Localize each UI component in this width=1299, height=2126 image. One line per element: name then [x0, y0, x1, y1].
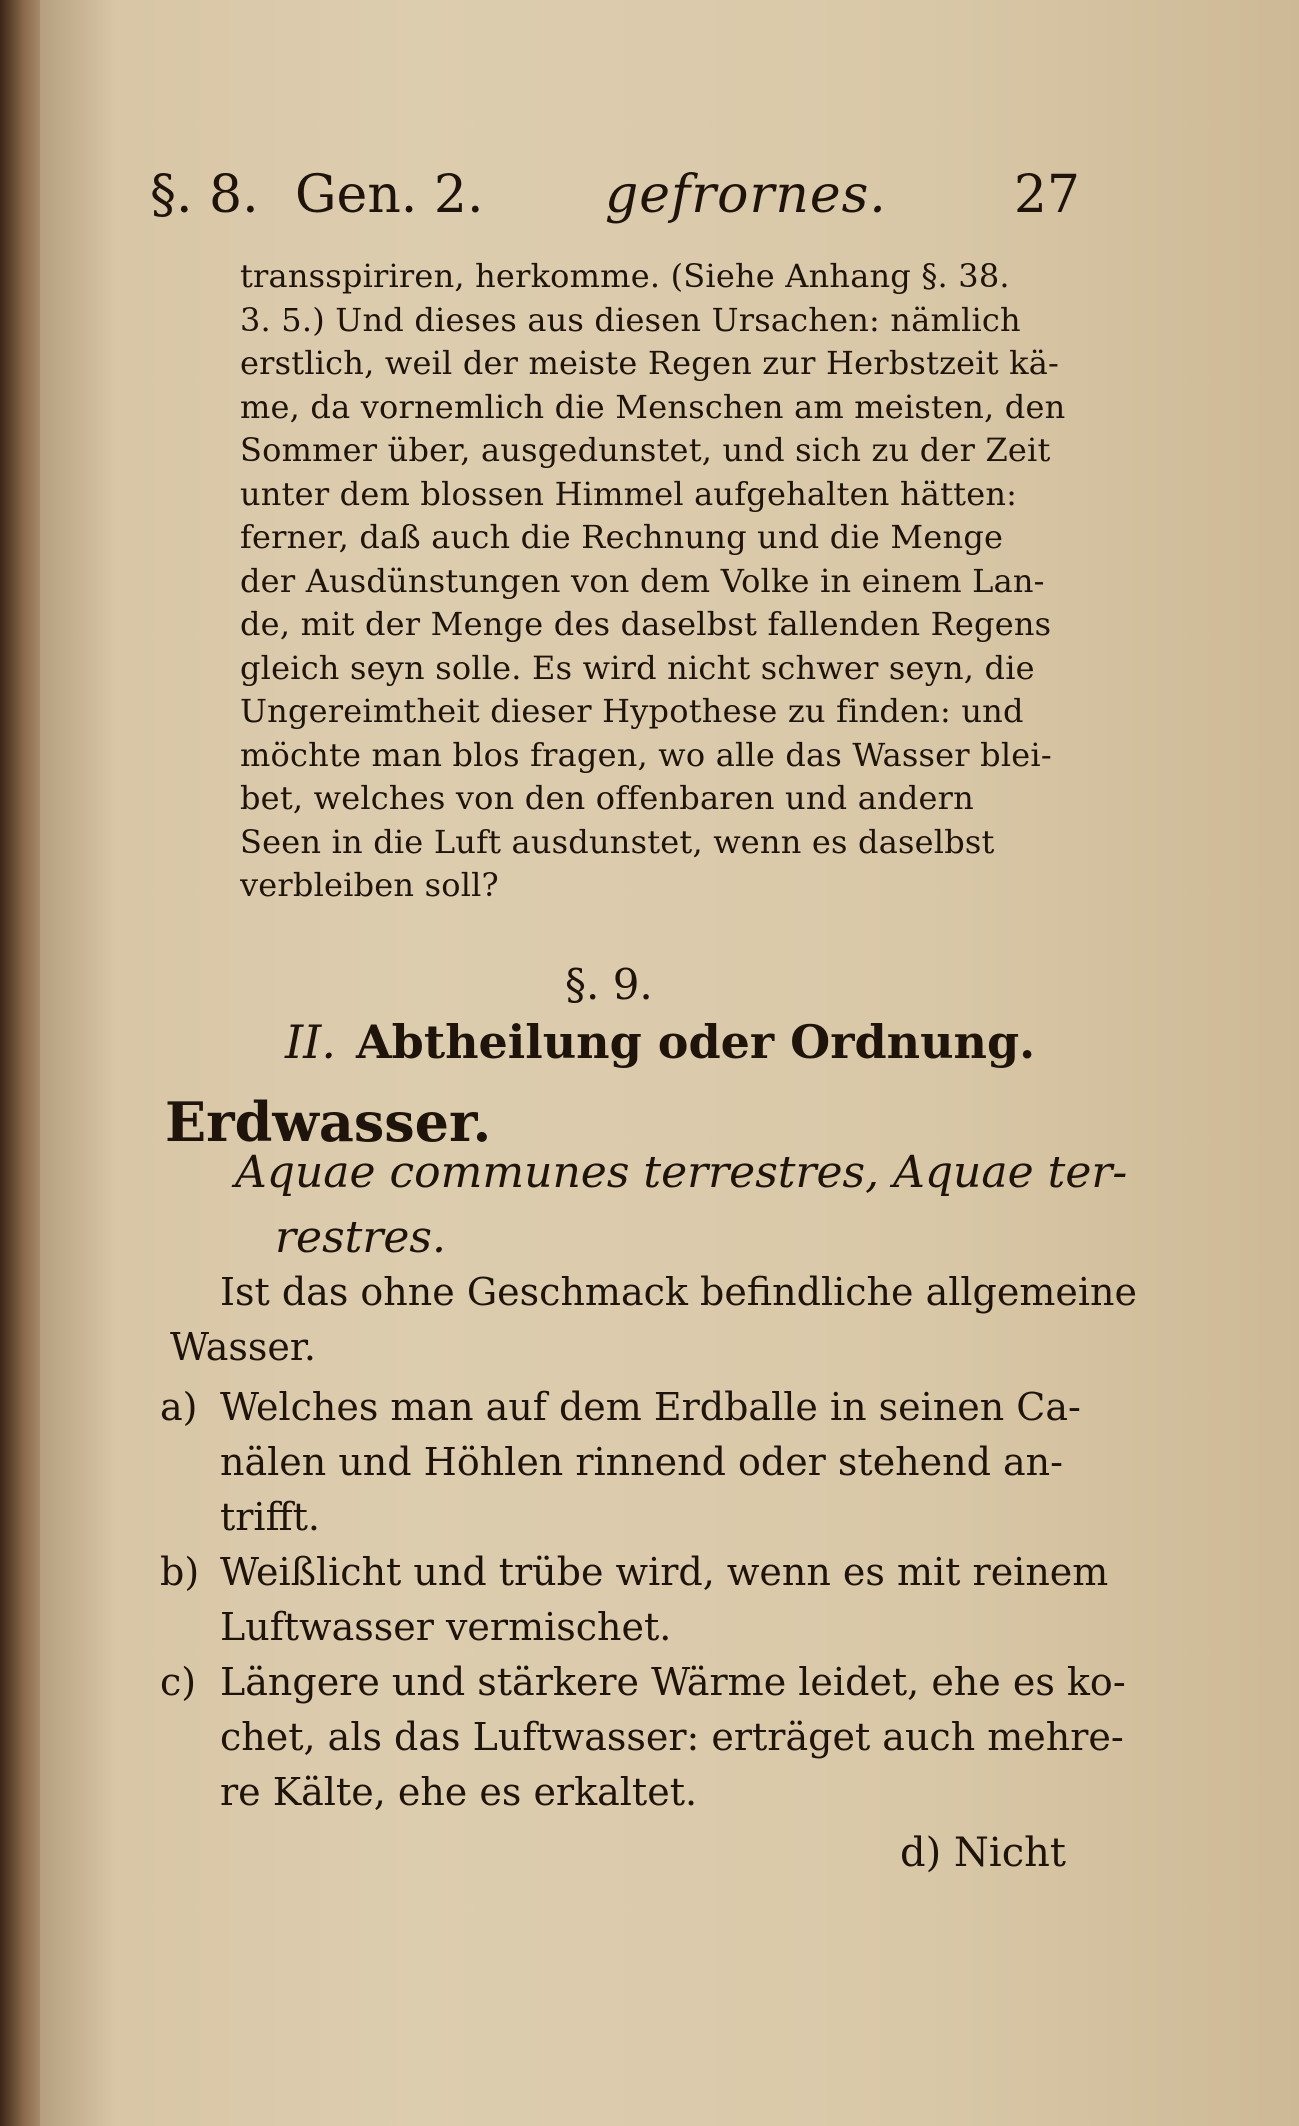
text-line: unter dem blossen Himmel aufgehalten hätten: — [240, 474, 1018, 513]
item-text — [220, 1545, 1108, 1655]
latin-line: restres. — [275, 1212, 446, 1263]
item-text — [220, 1380, 1081, 1545]
text-line: gleich seyn solle. Es wird nicht schwer seyn, die — [240, 648, 1035, 687]
book-page — [40, 0, 1299, 2126]
item-line: Längere und stärkere Wärme leidet, ehe es ko- — [220, 1660, 1126, 1704]
item-label: a) — [160, 1385, 198, 1429]
text-line: möchte man blos fragen, wo alle das Wasser blei- — [240, 735, 1052, 774]
item-line: nälen und Höhlen rinnend oder stehend an- — [220, 1440, 1063, 1484]
catchword: d) Nicht — [900, 1830, 1066, 1876]
item-line: Weißlicht und trübe wird, wenn es mit reinem — [220, 1550, 1109, 1594]
division-numeral: II. — [285, 1015, 336, 1069]
latin-line: Aquae communes terrestres, Aquae ter- — [235, 1147, 1128, 1198]
page-number: 27 — [1013, 165, 1080, 225]
definition-line: Wasser. — [170, 1325, 316, 1369]
text-line: de, mit der Menge des daselbst fallenden Regens — [240, 605, 1052, 643]
text-line: me, da vornemlich die Menschen am meisten, den — [240, 387, 1066, 426]
division-heading — [285, 1015, 1035, 1069]
item-text — [220, 1655, 1126, 1820]
section-9-heading: §. 9. — [565, 960, 653, 1009]
text-line: transspiriren, herkomme. (Siehe Anhang §. 38. — [240, 257, 1010, 295]
item-line: trifft. — [220, 1495, 320, 1539]
header-section: §. 8. — [150, 165, 259, 225]
text-line: Sommer über, ausgedunstet, und sich zu der Zeit — [240, 431, 1051, 469]
running-header — [150, 165, 1080, 235]
definition-line: Ist das ohne Geschmack befindliche allgemeine — [220, 1270, 1137, 1314]
item-label: b) — [160, 1550, 200, 1594]
item-label: c) — [160, 1660, 197, 1704]
item-line: chet, als das Luftwasser: erträget auch mehre- — [220, 1715, 1124, 1759]
definition — [170, 1265, 1137, 1375]
text-line: Ungereimtheit dieser Hypothese zu finden: und — [240, 692, 1024, 730]
paragraph-section-8 — [240, 255, 1080, 908]
text-line: der Ausdünstungen von dem Volke in einem Lan- — [240, 561, 1045, 600]
item-line: Luftwasser vermischet. — [220, 1605, 672, 1649]
text-line: 3. 5.) Und dieses aus diesen Ursachen: nämlich — [240, 300, 1021, 339]
division-title: Abtheilung oder Ordnung. — [355, 1015, 1036, 1069]
header-title: gefrornes. — [605, 165, 887, 225]
text-line: verbleiben soll? — [240, 866, 499, 904]
item-line: Welches man auf dem Erdballe in seinen Ca- — [220, 1385, 1081, 1429]
latin-name — [235, 1140, 1128, 1270]
text-line: Seen in die Luft ausdunstet, wenn es daselbst — [240, 822, 995, 861]
item-line: re Kälte, ehe es erkaltet. — [220, 1770, 698, 1814]
header-genus: Gen. 2. — [295, 165, 484, 225]
text-line: ferner, daß auch die Rechnung und die Menge — [240, 518, 1004, 556]
entry-name: Erdwasser. — [165, 1090, 492, 1154]
text-line: erstlich, weil der meiste Regen zur Herbstzeit kä- — [240, 344, 1060, 382]
text-line: bet, welches von den offenbaren und andern — [240, 779, 974, 817]
